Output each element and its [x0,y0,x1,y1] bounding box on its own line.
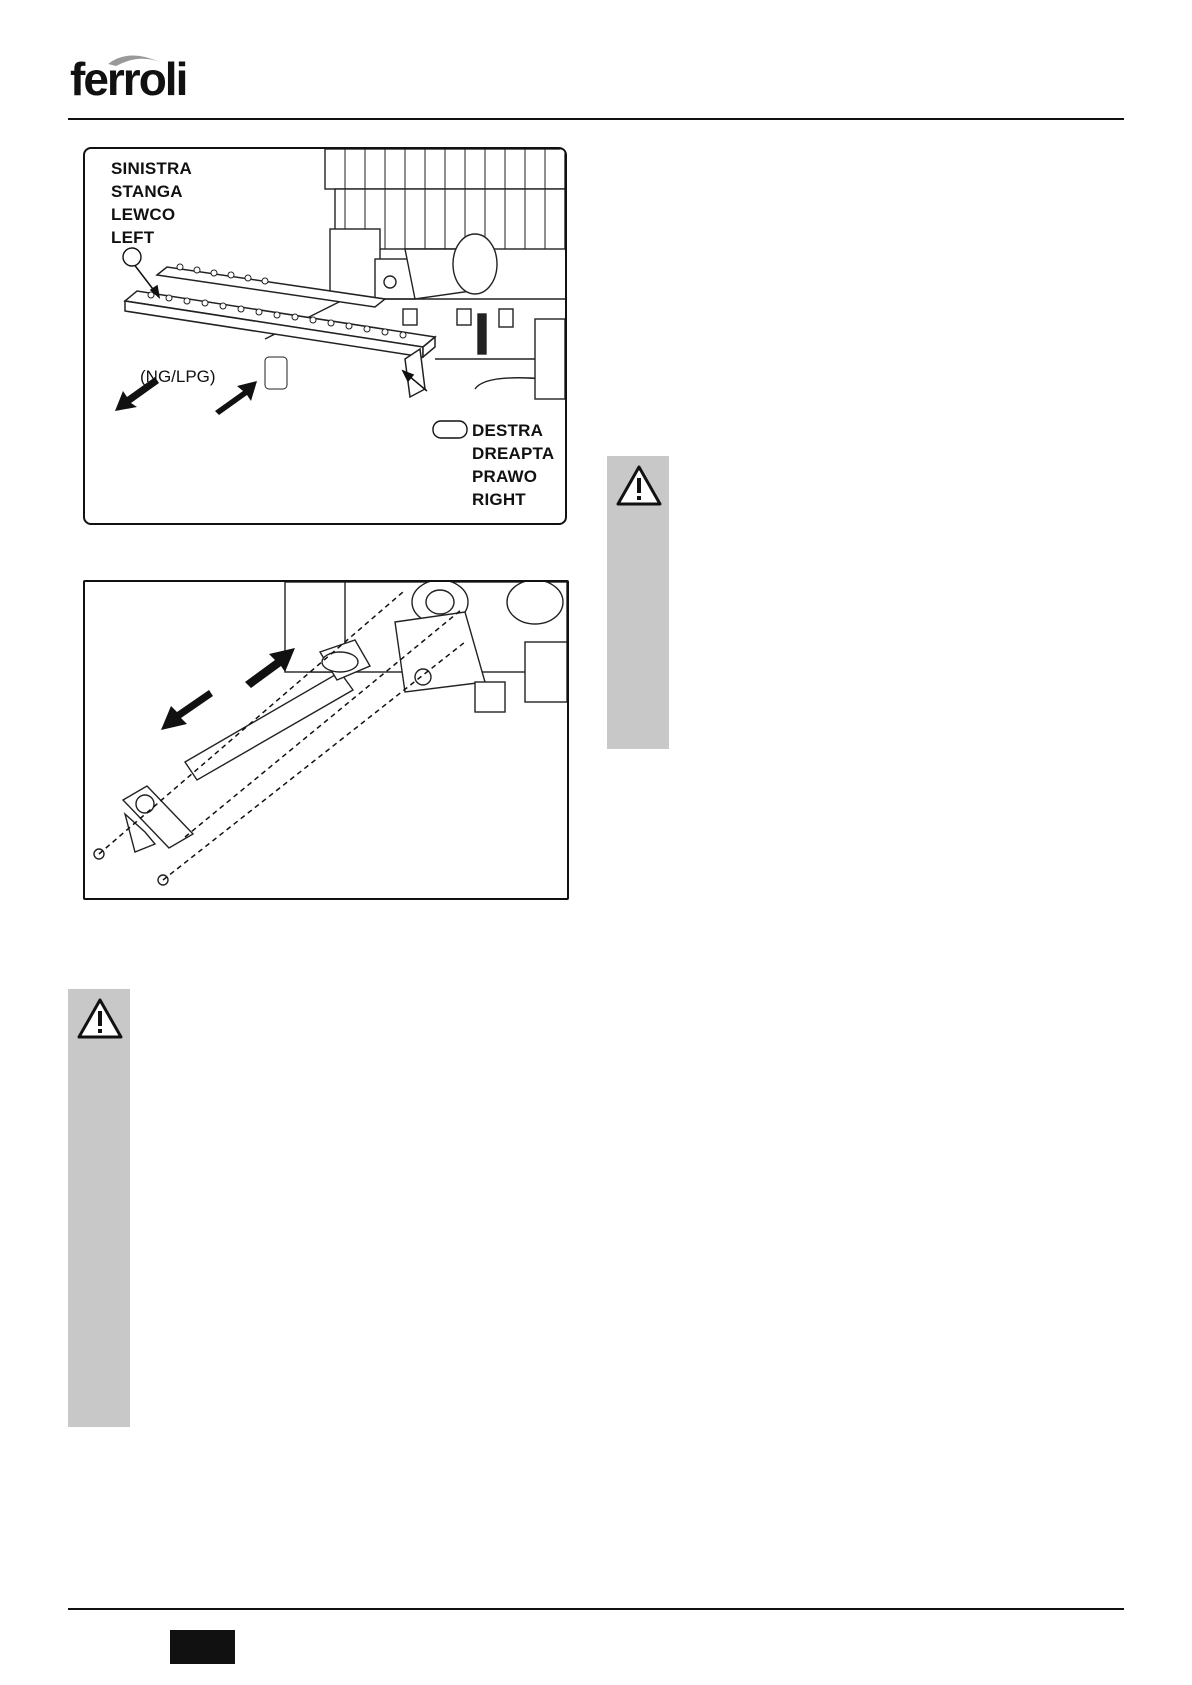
figure-burner-manifold [83,147,567,525]
figure-electrode-removal [83,580,569,900]
warning-bar-right [607,456,669,749]
brand-name: ferroli [70,53,187,105]
right-marker-oval-icon [433,421,467,438]
right-label-pl: PRAWO [472,467,538,486]
footer-rule [68,1608,1124,1610]
right-label-ro: DREAPTA [472,444,555,463]
right-labels [472,419,554,511]
gas-type-label: (NG/LPG) [140,367,216,386]
left-label-it: SINISTRA [111,159,192,178]
warning-bar-left [68,989,130,1427]
electrode-removal-drawing [85,582,567,898]
page-number-tab [170,1630,235,1664]
warning-triangle-icon [76,997,124,1041]
left-label-en: LEFT [111,228,155,247]
right-label-it: DESTRA [472,421,544,440]
left-label-ro: STANGA [111,182,183,201]
header-rule [68,118,1124,120]
left-label-pl: LEWCO [111,205,176,224]
warning-triangle-icon [615,464,663,508]
left-labels [111,157,192,249]
right-label-en: RIGHT [472,490,526,509]
left-marker-circle-icon [123,248,141,266]
